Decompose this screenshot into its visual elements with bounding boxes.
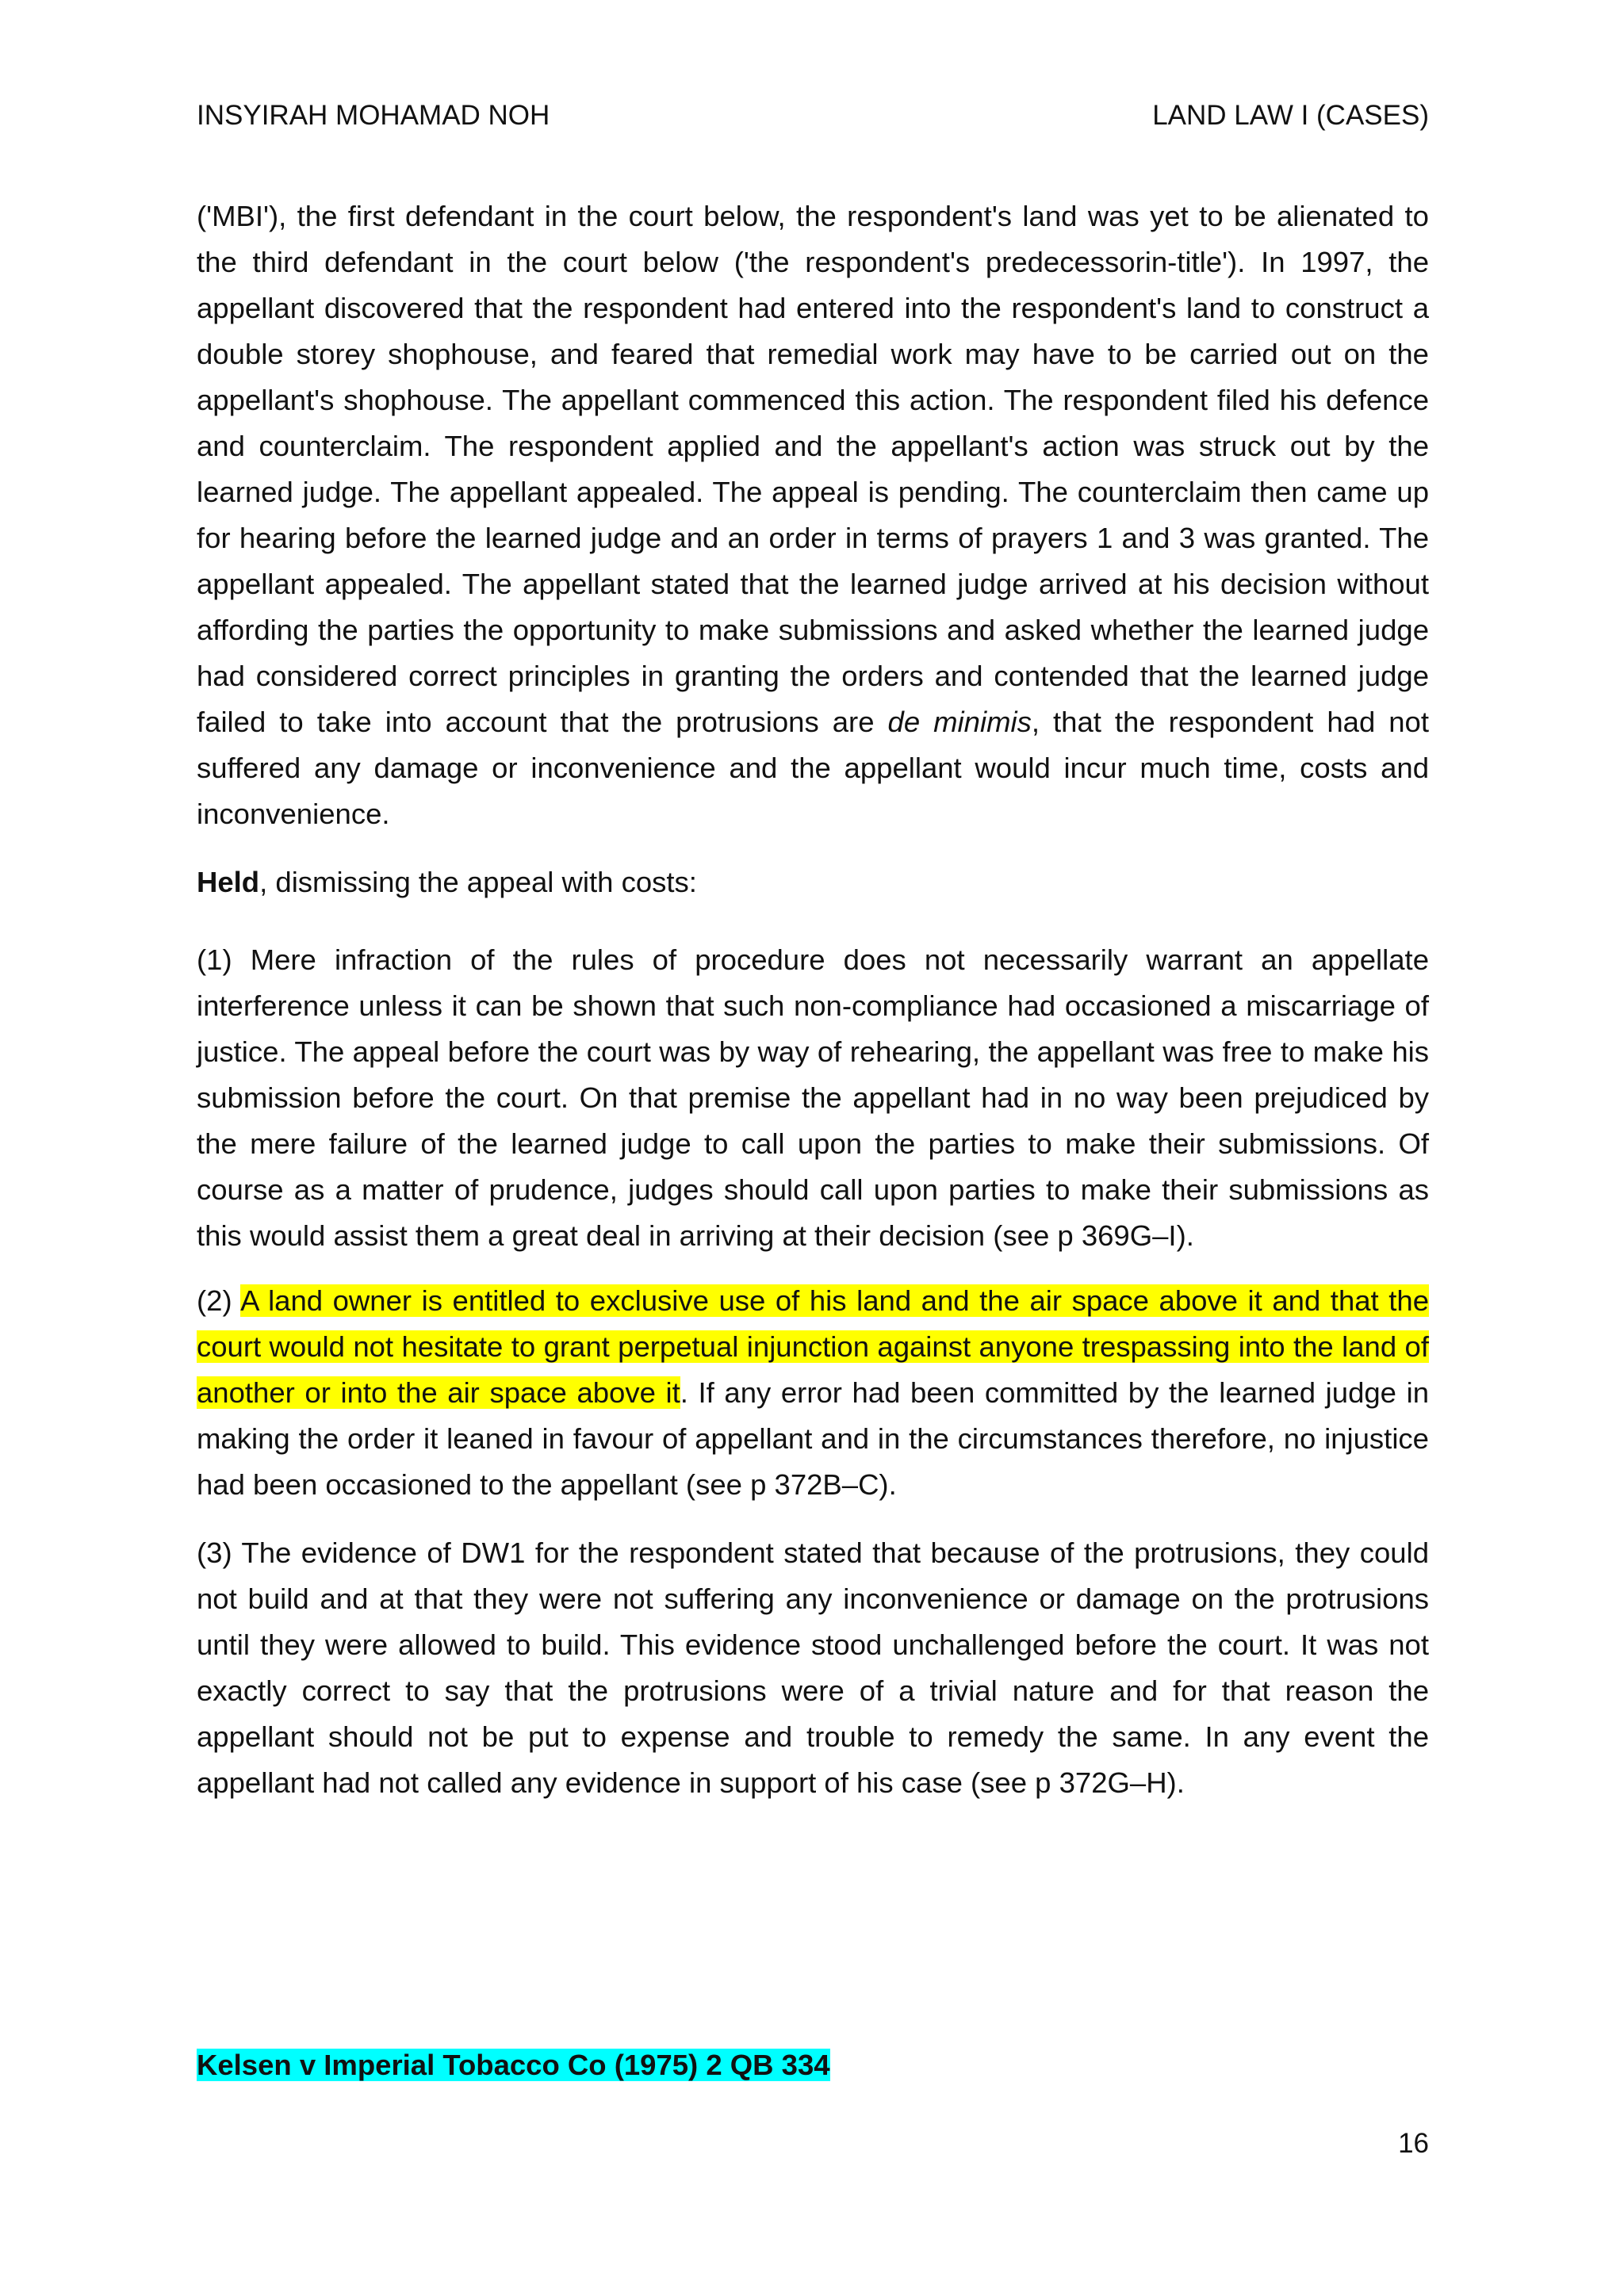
page-number: 16 <box>1398 2128 1429 2159</box>
header-course: LAND LAW I (CASES) <box>1152 100 1429 131</box>
intro-paragraph <box>197 193 1429 837</box>
next-case-title: Kelsen v Imperial Tobacco Co (1975) 2 QB 334 <box>197 2049 830 2081</box>
holding-3: (3) The evidence of DW1 for the respondent stated that because of the protrusions, they could not build and at that they were not suffering any inconvenience or damage on the protrusions until they were allowed to build. This evidence stood unchallenged before the court. It was not exactly correct to say that the protrusions were of a trivial nature and for that reason the appellant should not be put to expense and trouble to remedy the same. In any event the appellant had not called any evidence in support of his case (see p 372G–H). <box>197 1536 1429 1799</box>
held-label: Held <box>197 866 260 898</box>
next-case-heading <box>197 2045 830 2085</box>
held-text: , dismissing the appeal with costs: <box>259 866 697 898</box>
holding-1: (1) Mere infraction of the rules of procedure does not necessarily warrant an appellate interference unless it can be shown that such non-compliance had occasioned a miscarriage of justice. The appeal before the court was by way of rehearing, the appellant was free to make his submission before the court. On that premise the appellant had in no way been prejudiced by the mere failure of the learned judge to call upon the parties to make their submissions. Of course as a matter of prudence, judges should call upon parties to make their submissions as this would assist them a great deal in arriving at their decision (see p 369G–I). <box>197 943 1429 1252</box>
document-body <box>197 193 1429 1806</box>
holding-2 <box>197 1278 1429 1508</box>
holding-2-rest: . If any error had been committed by the learned judge in making the order it leaned in favour of appellant and in the circumstances therefore, no injustice had been occasioned to the appellant (see p 372B–C). <box>197 1376 1430 1501</box>
holding-2-prefix: (2) <box>197 1284 241 1317</box>
intro-text: ('MBI'), the first defendant in the court below, the respondent's land was yet to be alienated to the third defendant in the court below ('the respondent's predecessorin-title'). In 1997, the appellant discovered that the respondent had entered into the respondent's land to construct a double storey shophouse, and feared that remedial work may have to be carried out on the appellant's shophouse. The appellant commenced this action. The respondent filed his defence and counterclaim. The respondent applied and the appellant's action was struck out by the learned judge. The appellant appealed. The appeal is pending. The counterclaim then came up for hearing before the learned judge and an order in terms of prayers 1 and 3 was granted. The appellant appealed. The appellant stated that the learned judge arrived at his decision without affording the parties the opportunity to make submissions and asked whether the learned judge had considered correct principles in granting the orders and contended that the learned judge failed to take into account that the protrusions are <box>197 200 1429 738</box>
held-paragraph <box>197 859 1429 905</box>
intro-tail: , that the respondent had not suffered any damage or inconvenience and the appellant would incur much time, costs and inconvenience. <box>197 706 1430 830</box>
header-author: INSYIRAH MOHAMAD NOH <box>197 100 550 131</box>
holding-2-highlight: A land owner is entitled to exclusive use of his land and the air space above it and that the court would not hesitate to grant perpetual injunction against anyone trespassing into the land of another or into the air space above it <box>197 1284 1429 1409</box>
intro-italic-term: de minimis <box>887 706 1032 738</box>
